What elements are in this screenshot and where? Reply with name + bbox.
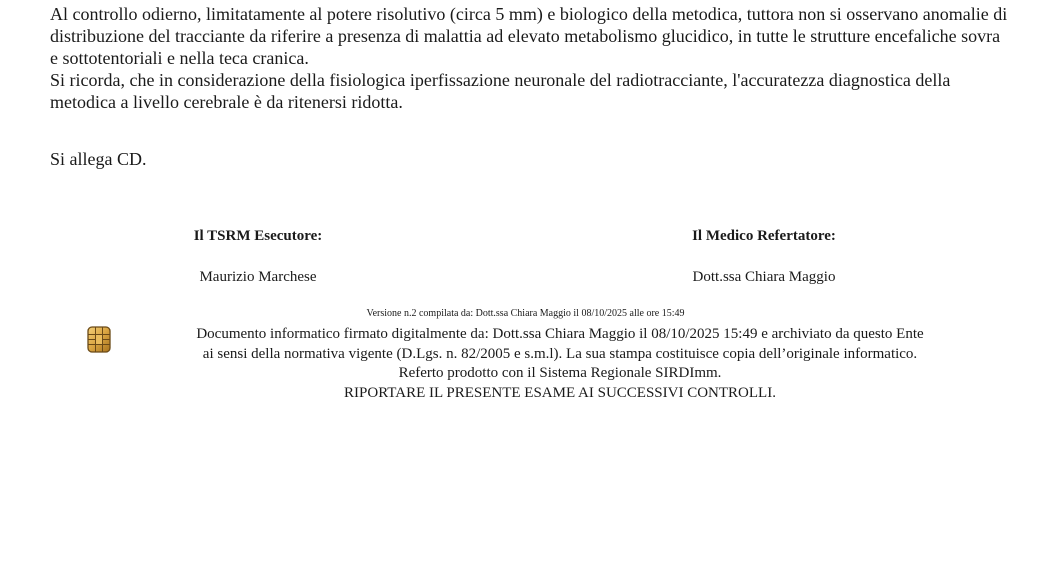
footer-system-line: Referto prodotto con il Sistema Regionale SIRDImm.: [398, 365, 722, 381]
report-findings-paragraph: Al controllo odierno, limitatamente al potere risolutivo (circa 5 mm) e biologico della metodica, tuttora non si osservano anomalie di distribuzione del tracciante da riferire a presenza di malattia ad elevato metabolismo glucidico, in tutte le strutture encefaliche sovra e sottotentoriali e nella teca cranica.: [50, 4, 1008, 68]
doctor-title: Il Medico Refertatore:: [692, 228, 836, 244]
footer-signature-line: Documento informatico firmato digitalmente da: Dott.ssa Chiara Maggio il 08/10/2025 15:49 e archiviato da questo Ente: [196, 326, 924, 342]
report-body: [50, 3, 1010, 113]
footer-instruction-line: RIPORTARE IL PRESENTE ESAME AI SUCCESSIVI CONTROLLI.: [344, 384, 776, 401]
smart-card-chip-icon: [87, 326, 111, 353]
technician-name: Maurizio Marchese: [199, 269, 317, 285]
doctor-name: Dott.ssa Chiara Maggio: [692, 269, 836, 285]
version-line: Versione n.2 compilata da: Dott.ssa Chiara Maggio il 08/10/2025 alle ore 15:49: [366, 308, 685, 319]
attachment-note: Si allega CD.: [50, 149, 147, 169]
technician-title: Il TSRM Esecutore:: [193, 228, 323, 244]
report-note-paragraph: Si ricorda, che in considerazione della fisiologica iperfissazione neuronale del radiotracciante, l'accuratezza diagnostica della metodica a livello cerebrale è da ritenersi ridotta.: [50, 70, 951, 112]
digital-signature-footer: [120, 325, 1000, 403]
footer-legal-line: ai sensi della normativa vigente (D.Lgs. n. 82/2005 e s.m.l). La sua stampa costituisce copia dell’originale informatico.: [202, 345, 918, 362]
